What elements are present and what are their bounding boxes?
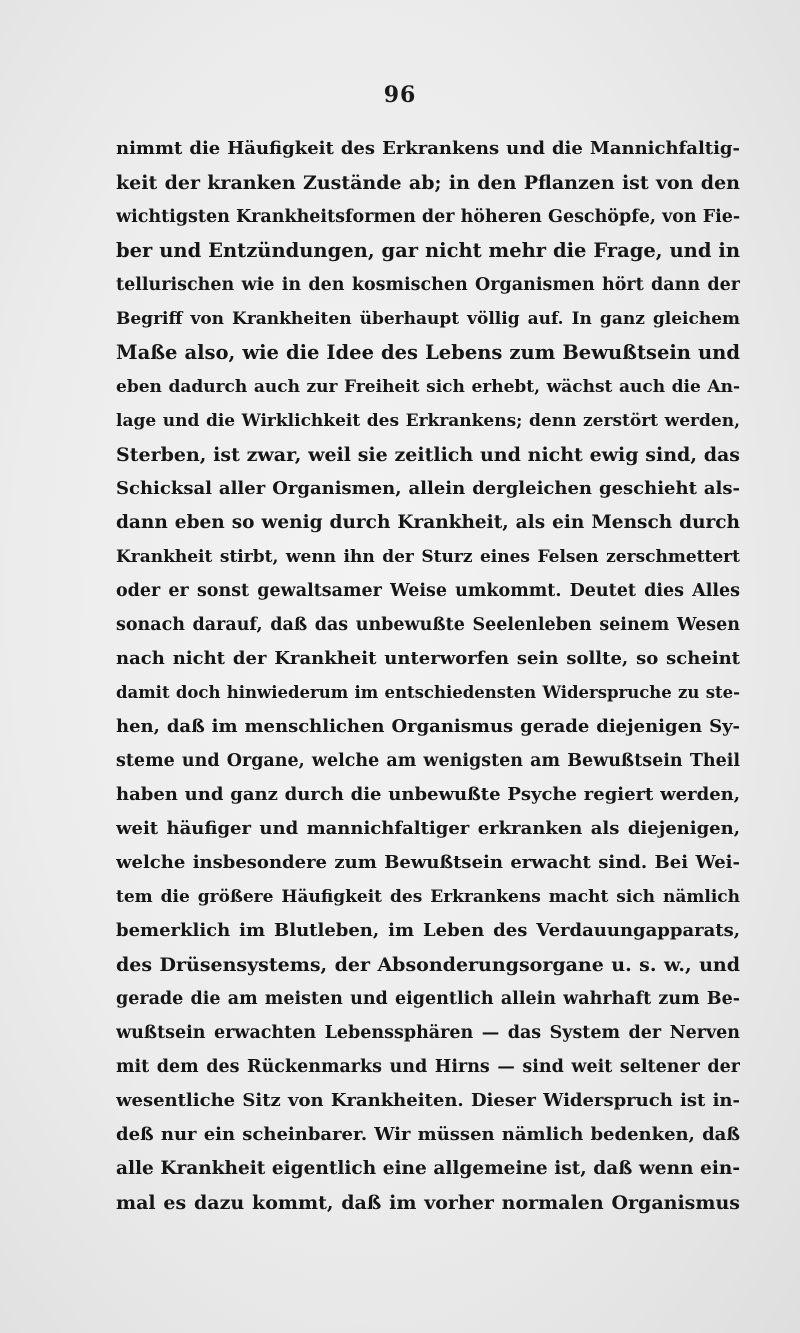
text-line: nach nicht der Krankheit unterworfen sein sollte, so scheint (116, 648, 740, 669)
text-line: Sterben, ist zwar, weil sie zeitlich und nicht ewig sind, das (116, 444, 740, 466)
text-line: wußtsein erwachten Lebenssphären — das System der Nerven (116, 1023, 740, 1043)
text-line: eben dadurch auch zur Freiheit sich erhebt, wächst auch die An- (116, 377, 740, 397)
text-line: ber und Entzündungen, gar nicht mehr die Frage, und in (116, 239, 740, 262)
text-line: Begriff von Krankheiten überhaupt völlig auf. In ganz gleichem (116, 309, 740, 329)
page-number: 96 (383, 82, 417, 108)
body-text (116, 132, 740, 1220)
text-line: Schicksal aller Organismen, allein dergleichen geschieht als- (116, 478, 740, 499)
text-line: haben und ganz durch die unbewußte Psyche regiert werden, (116, 784, 740, 805)
text-line: keit der kranken Zustände ab; in den Pflanzen ist von den (116, 172, 740, 194)
text-line: bemerklich im Blutleben, im Leben des Verdauungapparats, (116, 920, 740, 941)
text-line: wesentliche Sitz von Krankheiten. Dieser Widerspruch ist in- (116, 1090, 740, 1111)
text-line: mit dem des Rückenmarks und Hirns — sind weit seltener der (116, 1057, 740, 1077)
text-line: sonach darauf, daß das unbewußte Seelenleben seinem Wesen (116, 615, 740, 635)
text-line: damit doch hinwiederum im entschiedensten Widerspruche zu ste- (116, 683, 740, 702)
text-line: Krankheit stirbt, wenn ihn der Sturz eines Felsen zerschmettert (116, 547, 740, 567)
text-line: weit häufiger und mannichfaltiger erkranken als diejenigen, (116, 818, 740, 839)
text-line: oder er sonst gewaltsamer Weise umkommt. Deutet dies Alles (116, 581, 740, 601)
text-line: nimmt die Häufigkeit des Erkrankens und die Mannichfaltig- (116, 138, 740, 159)
text-line: tem die größere Häufigkeit des Erkrankens macht sich nämlich (116, 887, 740, 907)
text-line: Maße also, wie die Idee des Lebens zum Bewußtsein und (116, 341, 740, 364)
text-line: dann eben so wenig durch Krankheit, als ein Mensch durch (116, 512, 740, 533)
text-line: gerade die am meisten und eigentlich allein wahrhaft zum Be- (116, 989, 740, 1009)
text-line: deß nur ein scheinbarer. Wir müssen nämlich bedenken, daß (116, 1124, 740, 1145)
text-line: lage und die Wirklichkeit des Erkrankens; denn zerstört werden, (116, 411, 740, 431)
text-line: wichtigsten Krankheitsformen der höheren Geschöpfe, von Fie- (116, 207, 740, 227)
text-line: des Drüsensystems, der Absonderungsorgane u. s. w., und (116, 954, 740, 976)
text-line: mal es dazu kommt, daß im vorher normalen Organismus (116, 1192, 740, 1214)
text-line: tellurischen wie in den kosmischen Organismen hört dann der (116, 275, 740, 295)
text-line: steme und Organe, welche am wenigsten am Bewußtsein Theil (116, 751, 740, 771)
text-line: alle Krankheit eigentlich eine allgemeine ist, daß wenn ein- (116, 1158, 740, 1179)
text-line: hen, daß im menschlichen Organismus gerade diejenigen Sy- (116, 716, 740, 737)
text-line: welche insbesondere zum Bewußtsein erwacht sind. Bei Wei- (116, 852, 740, 873)
